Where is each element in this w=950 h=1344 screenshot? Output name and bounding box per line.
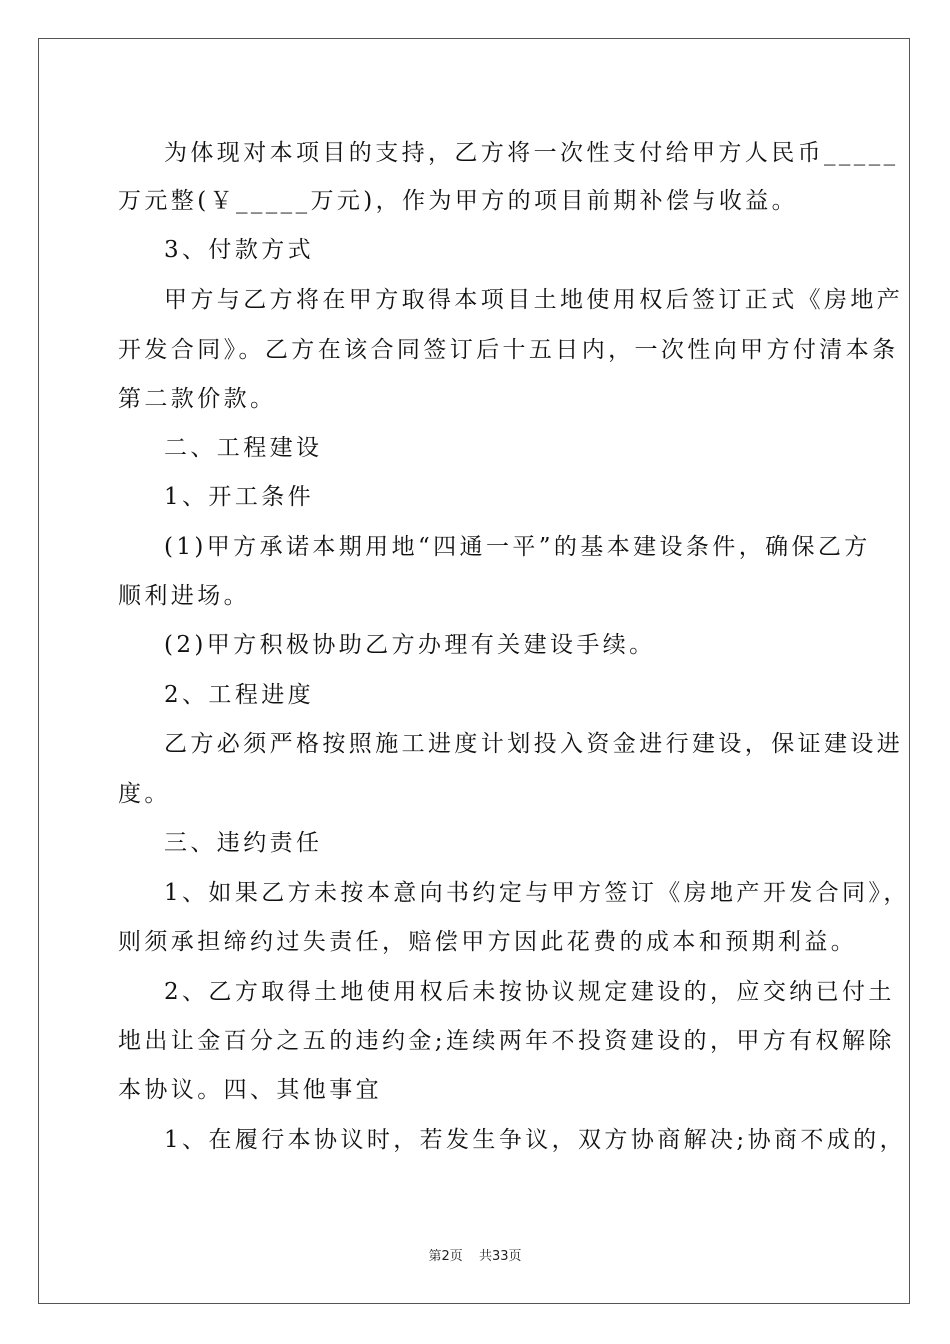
paragraph-line: 乙方必须严格按照施工进度计划投入资金进行建设，保证建设进 (164, 731, 904, 757)
paragraph-line: 为体现对本项目的支持，乙方将一次性支付给甲方人民币_____ (164, 140, 899, 166)
paragraph-line: 开发合同》。乙方在该合同签订后十五日内，一次性向甲方付清本条 (118, 337, 899, 363)
paragraph-line: 1、在履行本协议时，若发生争议，双方协商解决;协商不成的， (164, 1127, 906, 1153)
section-heading: 1、开工条件 (164, 484, 315, 510)
section-heading: 2、工程进度 (164, 682, 315, 708)
page-number: 第2页 (428, 1249, 463, 1264)
page-total: 共33页 (478, 1249, 522, 1264)
paragraph-line: 甲方与乙方将在甲方取得本项目土地使用权后签订正式《房地产 (164, 287, 904, 313)
paragraph-line: 本协议。四、其他事宜 (118, 1077, 382, 1103)
paragraph-line: 地出让金百分之五的违约金;连续两年不投资建设的，甲方有权解除 (118, 1028, 895, 1054)
section-heading: 三、违约责任 (164, 830, 323, 856)
paragraph-line: (1)甲方承诺本期用地“四通一平”的基本建设条件，确保乙方 (164, 534, 871, 560)
paragraph-line: 2、乙方取得土地使用权后未按协议规定建设的，应交纳已付土 (164, 979, 895, 1005)
section-heading: 3、付款方式 (164, 237, 315, 263)
paragraph-line: 万元整(￥_____万元)，作为甲方的项目前期补偿与收益。 (118, 188, 799, 214)
page-border (38, 38, 910, 1304)
paragraph-line: 度。 (118, 781, 171, 807)
section-heading: 二、工程建设 (164, 435, 323, 461)
paragraph-line: 1、如果乙方未按本意向书约定与甲方签订《房地产开发合同》， (164, 880, 910, 906)
paragraph-line: (2)甲方积极协助乙方办理有关建设手续。 (164, 632, 656, 658)
page-footer (0, 1245, 950, 1264)
paragraph-line: 顺利进场。 (118, 583, 250, 609)
paragraph-line: 则须承担缔约过失责任，赔偿甲方因此花费的成本和预期利益。 (118, 929, 858, 955)
paragraph-line: 第二款价款。 (118, 386, 277, 412)
